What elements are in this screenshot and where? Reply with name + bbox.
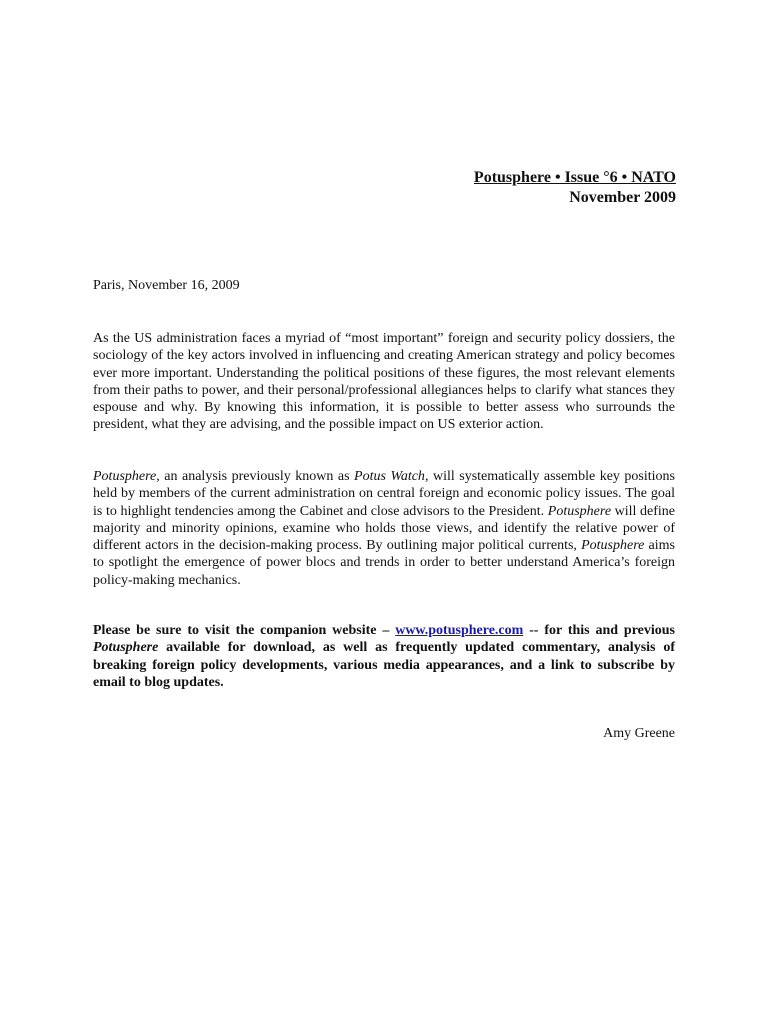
italic-title: Potusphere — [547, 503, 612, 519]
paragraph-text: available for download, as well as frequently updated commentary, analysis of breaking foreign policy developments, various media appearances, and a link to subscribe by email to blog updates. — [93, 640, 675, 690]
italic-title: Potusphere — [93, 640, 159, 656]
paragraph-text: Please be sure to visit the companion website – — [93, 623, 396, 638]
paragraph-text: , an analysis previously known as — [156, 469, 355, 484]
author-signature: Amy Greene — [603, 726, 675, 741]
italic-title: Potusphere — [581, 538, 645, 554]
website-link[interactable]: www.potusphere.com — [395, 623, 524, 638]
description-paragraph — [93, 468, 675, 589]
publication-title: Potusphere • Issue °6 • NATO — [473, 169, 676, 186]
paragraph-text: aims to spotlight the emergence of power blocs and trends in order to better understand America’s foreign policy-making mechanics. — [93, 538, 675, 588]
italic-title: Potus Watch — [354, 469, 425, 484]
dateline: Paris, November 16, 2009 — [93, 278, 240, 293]
document-header — [474, 168, 676, 208]
intro-paragraph: As the US administration faces a myriad of “most important” foreign and security policy dossiers, the sociology of the key actors involved in influencing and creating American strategy and policy becomes ever more important. Understanding the political positions of these figures, the most relevant elements from their paths to power, and their personal/professional allegiances helps to clarify what stances they espouse and why. By knowing this information, it is possible to better assess who surrounds the president, what they are advising, and the possible impact on US exterior action. — [93, 331, 675, 433]
publication-date: November 2009 — [569, 189, 676, 206]
paragraph-text: -- for this and previous — [523, 623, 676, 638]
paragraph-text: will define majority and minority opinions, examine who holds those views, and identify the relative power of different actors in the decision-making process. By outlining major political currents, — [93, 503, 676, 554]
website-notice-paragraph — [93, 622, 675, 691]
italic-title: Potusphere — [93, 469, 157, 484]
paragraph-text: , will systematically assemble key positions held by members of the current administration on central foreign and economic policy issues. The goal is to highlight tendencies among the Cabinet and close advisors to the President. — [93, 469, 675, 519]
